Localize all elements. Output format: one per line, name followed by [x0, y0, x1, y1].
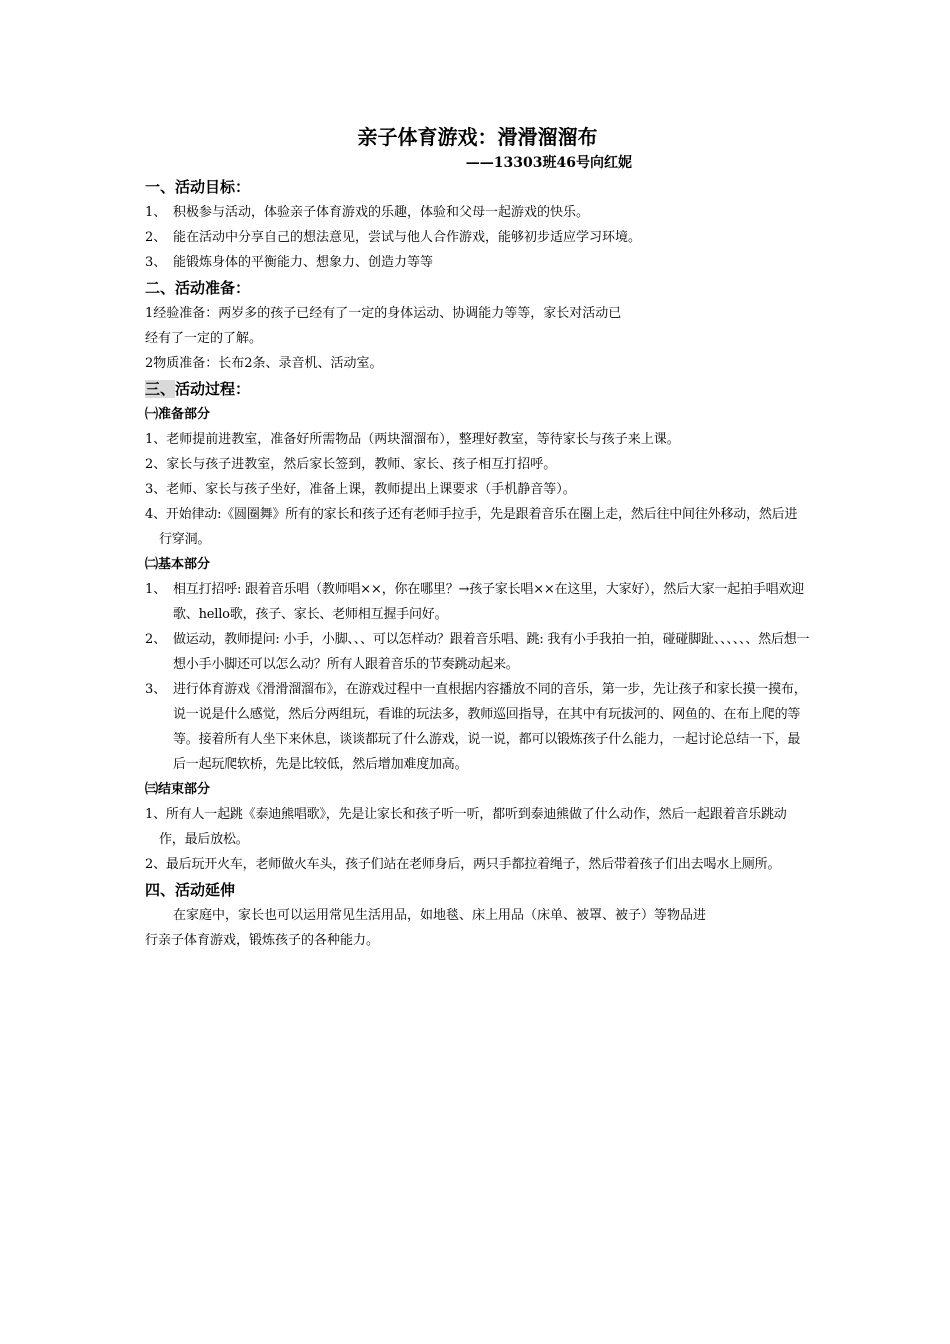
section-extension-heading: 四、活动延伸 — [145, 881, 236, 899]
goal-item — [145, 225, 810, 250]
section-prep-heading: 二、活动准备： — [145, 279, 251, 297]
section-process-heading — [145, 376, 810, 402]
part-prep-item: 1、老师提前进教室，准备好所需物品（两块溜溜布），整理好教室，等待家长与孩子来上课。 — [145, 432, 680, 447]
document-title: 亲子体育游戏：滑滑溜溜布 — [357, 125, 598, 149]
document-subtitle: ——13303班46号向红妮 — [465, 155, 632, 171]
prep-experience-line: 1经验准备：两岁多的孩子已经有了一定的身体运动、协调能力等等，家长对活动已 — [145, 306, 622, 321]
goal-item — [145, 250, 810, 275]
part-basic-item — [145, 577, 810, 627]
part-basic-item-number: 2、 — [145, 632, 167, 647]
part-prep-item: 4、开始律动:《圆圈舞》所有的家长和孩子还有老师手拉手，先是跟着音乐在圈上走，然后往中间往外移动，然后进行穿洞。 — [145, 507, 798, 547]
document-page — [145, 122, 810, 953]
process-heading-text: 活动过程： — [175, 380, 251, 398]
part-ending-item: 1、所有人一起跳《泰迪熊唱歌》，先是让家长和孩子听一听，都听到泰迪熊做了什么动作，然后一起跟着音乐跳动作，最后放松。 — [145, 807, 787, 847]
prep-material-line: 2物质准备：长布2条、录音机、活动室。 — [145, 356, 383, 371]
goal-item-number: 2、 — [145, 230, 167, 245]
part-prep-item: 3、老师、家长与孩子坐好，准备上课，教师提出上课要求（手机静音等）。 — [145, 482, 576, 497]
part-basic-item-number: 3、 — [145, 682, 167, 697]
extension-line-cont: 行亲子体育游戏，锻炼孩子的各种能力。 — [145, 933, 380, 948]
part-basic-item-text: 进行体育游戏《滑滑溜溜布》，在游戏过程中一直根据内容播放不同的音乐，第一步，先让孩子和家长摸一摸布，说一说是什么感觉，然后分两组玩，看谁的玩法多，教师巡回指导，在其中有玩拔河的、网鱼的、在布上爬的等等。接着所有人坐下来休息，谈谈都玩了什么游戏，说一说，都可以锻炼孩子什么能力，一起讨论总结一下，最后一起玩爬软桥，先是比较低，然后增加难度加高。 — [173, 682, 807, 772]
prep-experience-line-cont: 经有了一定的了解。 — [145, 331, 263, 346]
section-goals-heading: 一、活动目标： — [145, 178, 251, 196]
process-heading-prefix: 三、 — [145, 380, 176, 398]
goal-item-text: 能在活动中分享自己的想法意见，尝试与他人合作游戏，能够初步适应学习环境。 — [173, 230, 642, 245]
part-prep-item: 2、家长与孩子进教室，然后家长签到，教师、家长、孩子相互打招呼。 — [145, 457, 557, 472]
part-basic-item-text: 相互打招呼: 跟着音乐唱（教师唱××，你在哪里？→孩子家长唱××在这里，大家好），然后大家一起拍手唱欢迎歌、hello歌，孩子、家长、老师相互握手问好。 — [173, 582, 805, 622]
goal-item-number: 1、 — [145, 205, 167, 220]
goal-item-number: 3、 — [145, 255, 167, 270]
goal-item-text: 积极参与活动，体验亲子体育游戏的乐趣，体验和父母一起游戏的快乐。 — [173, 205, 590, 220]
part-basic-heading: ㈡基本部分 — [145, 557, 211, 572]
part-ending-heading: ㈢结束部分 — [145, 782, 211, 797]
part-basic-item — [145, 677, 810, 777]
goal-item — [145, 200, 810, 225]
goal-item-text: 能锻炼身体的平衡能力、想象力、创造力等等 — [173, 255, 434, 270]
part-basic-item — [145, 627, 810, 677]
extension-line: 在家庭中，家长也可以运用常见生活用品，如地毯、床上用品（床单、被罩、被子）等物品进 — [173, 908, 707, 923]
part-basic-item-text: 做运动，教师提问: 小手，小脚、、、可以怎样动？跟着音乐唱、跳: 我有小手我拍一拍，碰碰脚趾、、、、、、然后想一想小手小脚还可以怎么动？所有人跟着音乐的节奏跳动起来。 — [173, 632, 810, 672]
part-basic-item-number: 1、 — [145, 582, 167, 597]
part-prep-heading: ㈠准备部分 — [145, 407, 211, 422]
part-ending-item: 2、最后玩开火车，老师做火车头，孩子们站在老师身后，两只手都拉着绳子，然后带着孩子们出去喝水上厕所。 — [145, 857, 781, 872]
